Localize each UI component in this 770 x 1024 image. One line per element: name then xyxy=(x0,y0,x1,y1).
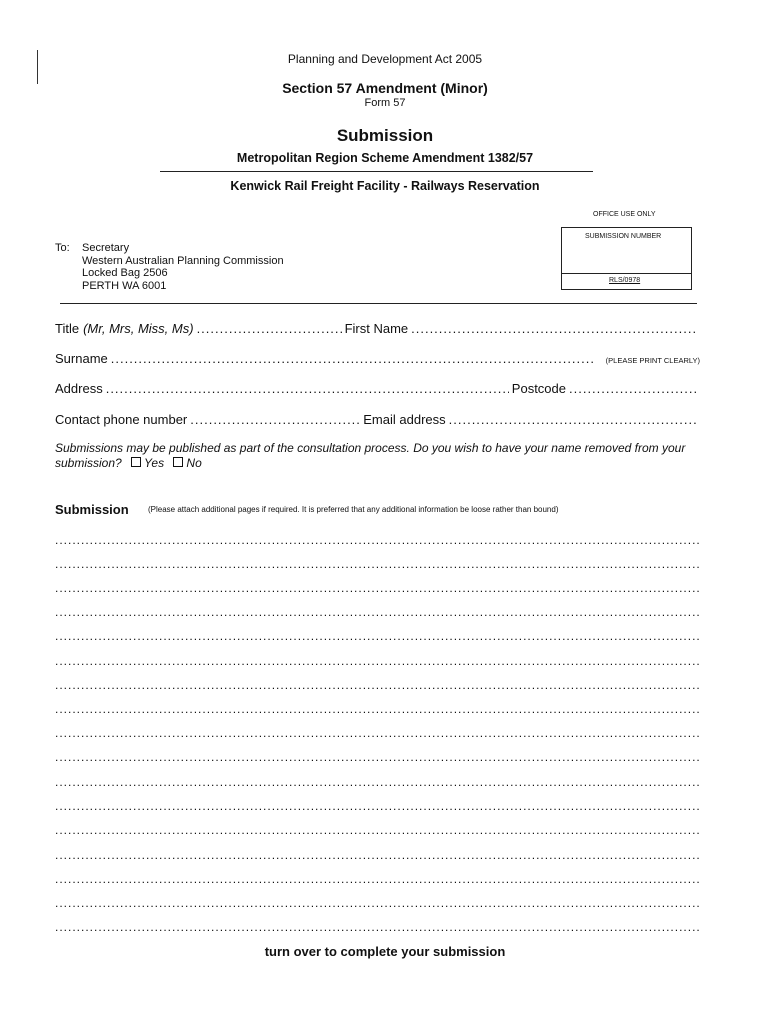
submission-line[interactable] xyxy=(55,629,700,643)
first-name-input[interactable] xyxy=(411,321,697,336)
postcode-input[interactable] xyxy=(569,381,697,396)
section-title: Section 57 Amendment (Minor) xyxy=(282,80,488,96)
submission-line[interactable] xyxy=(55,581,700,595)
no-label: No xyxy=(186,456,202,470)
submission-line[interactable] xyxy=(55,823,700,837)
publication-question-block xyxy=(55,441,705,471)
submission-line[interactable] xyxy=(55,557,700,571)
submission-line[interactable] xyxy=(55,605,700,619)
no-checkbox[interactable] xyxy=(173,457,183,467)
address-line: PERTH WA 6001 xyxy=(82,280,167,292)
form-number: Form 57 xyxy=(364,97,406,109)
contact-row xyxy=(55,412,700,427)
phone-label: Contact phone number xyxy=(55,412,188,427)
project-title: Kenwick Rail Freight Facility - Railways Reservation xyxy=(230,179,540,193)
surname-row xyxy=(55,351,700,366)
yes-checkbox[interactable] xyxy=(131,457,141,467)
submission-line[interactable] xyxy=(55,872,700,886)
title-label: Title xyxy=(55,321,80,336)
address-line: Secretary xyxy=(82,242,130,254)
footer-note: turn over to complete your submission xyxy=(264,944,506,959)
submission-number-label: SUBMISSION NUMBER xyxy=(585,233,662,240)
submission-line[interactable] xyxy=(55,799,700,813)
page-title: Submission xyxy=(336,126,434,145)
phone-input[interactable] xyxy=(190,412,360,427)
header-divider xyxy=(160,171,593,172)
yes-label: Yes xyxy=(144,456,165,470)
box-divider xyxy=(562,273,691,274)
title-input[interactable] xyxy=(197,321,342,336)
submission-line[interactable] xyxy=(55,726,700,740)
submission-note: (Please attach additional pages if required. It is preferred that any additional information be loose rather than bound) xyxy=(148,505,559,514)
address-input[interactable] xyxy=(106,381,509,396)
surname-input[interactable] xyxy=(111,351,595,366)
address-row xyxy=(55,381,700,396)
address-divider xyxy=(60,303,697,304)
print-clearly-note: (PLEASE PRINT CLEARLY) xyxy=(605,356,700,365)
address-label: Address xyxy=(55,381,103,396)
amendment-title: Metropolitan Region Scheme Amendment 1382/57 xyxy=(236,151,534,165)
email-input[interactable] xyxy=(449,412,697,427)
address-to: To: xyxy=(55,242,70,254)
submission-number-box xyxy=(561,227,692,290)
submission-line[interactable] xyxy=(55,775,700,789)
submission-line[interactable] xyxy=(55,678,700,692)
postcode-label: Postcode xyxy=(511,381,566,396)
reference-number: RLS/0978 xyxy=(609,277,641,284)
publication-question: Submissions may be published as part of the consultation process. Do you wish to have your name removed from your submission? xyxy=(55,441,686,470)
office-use-label: OFFICE USE ONLY xyxy=(593,211,656,218)
submission-line[interactable] xyxy=(55,750,700,764)
act-title: Planning and Development Act 2005 xyxy=(287,52,483,66)
title-options: (Mr, Mrs, Miss, Ms) xyxy=(83,321,194,336)
submission-line[interactable] xyxy=(55,702,700,716)
submission-heading: Submission xyxy=(55,502,129,517)
surname-label: Surname xyxy=(55,351,108,366)
submission-line[interactable] xyxy=(55,848,700,862)
email-label: Email address xyxy=(363,412,446,427)
submission-line[interactable] xyxy=(55,896,700,910)
submission-line[interactable] xyxy=(55,920,700,934)
first-name-label: First Name xyxy=(344,321,409,336)
address-line: Western Australian Planning Commission xyxy=(82,255,284,267)
address-line: Locked Bag 2506 xyxy=(82,267,168,279)
submission-line[interactable] xyxy=(55,533,700,547)
title-name-row xyxy=(55,321,700,336)
submission-line[interactable] xyxy=(55,654,700,668)
